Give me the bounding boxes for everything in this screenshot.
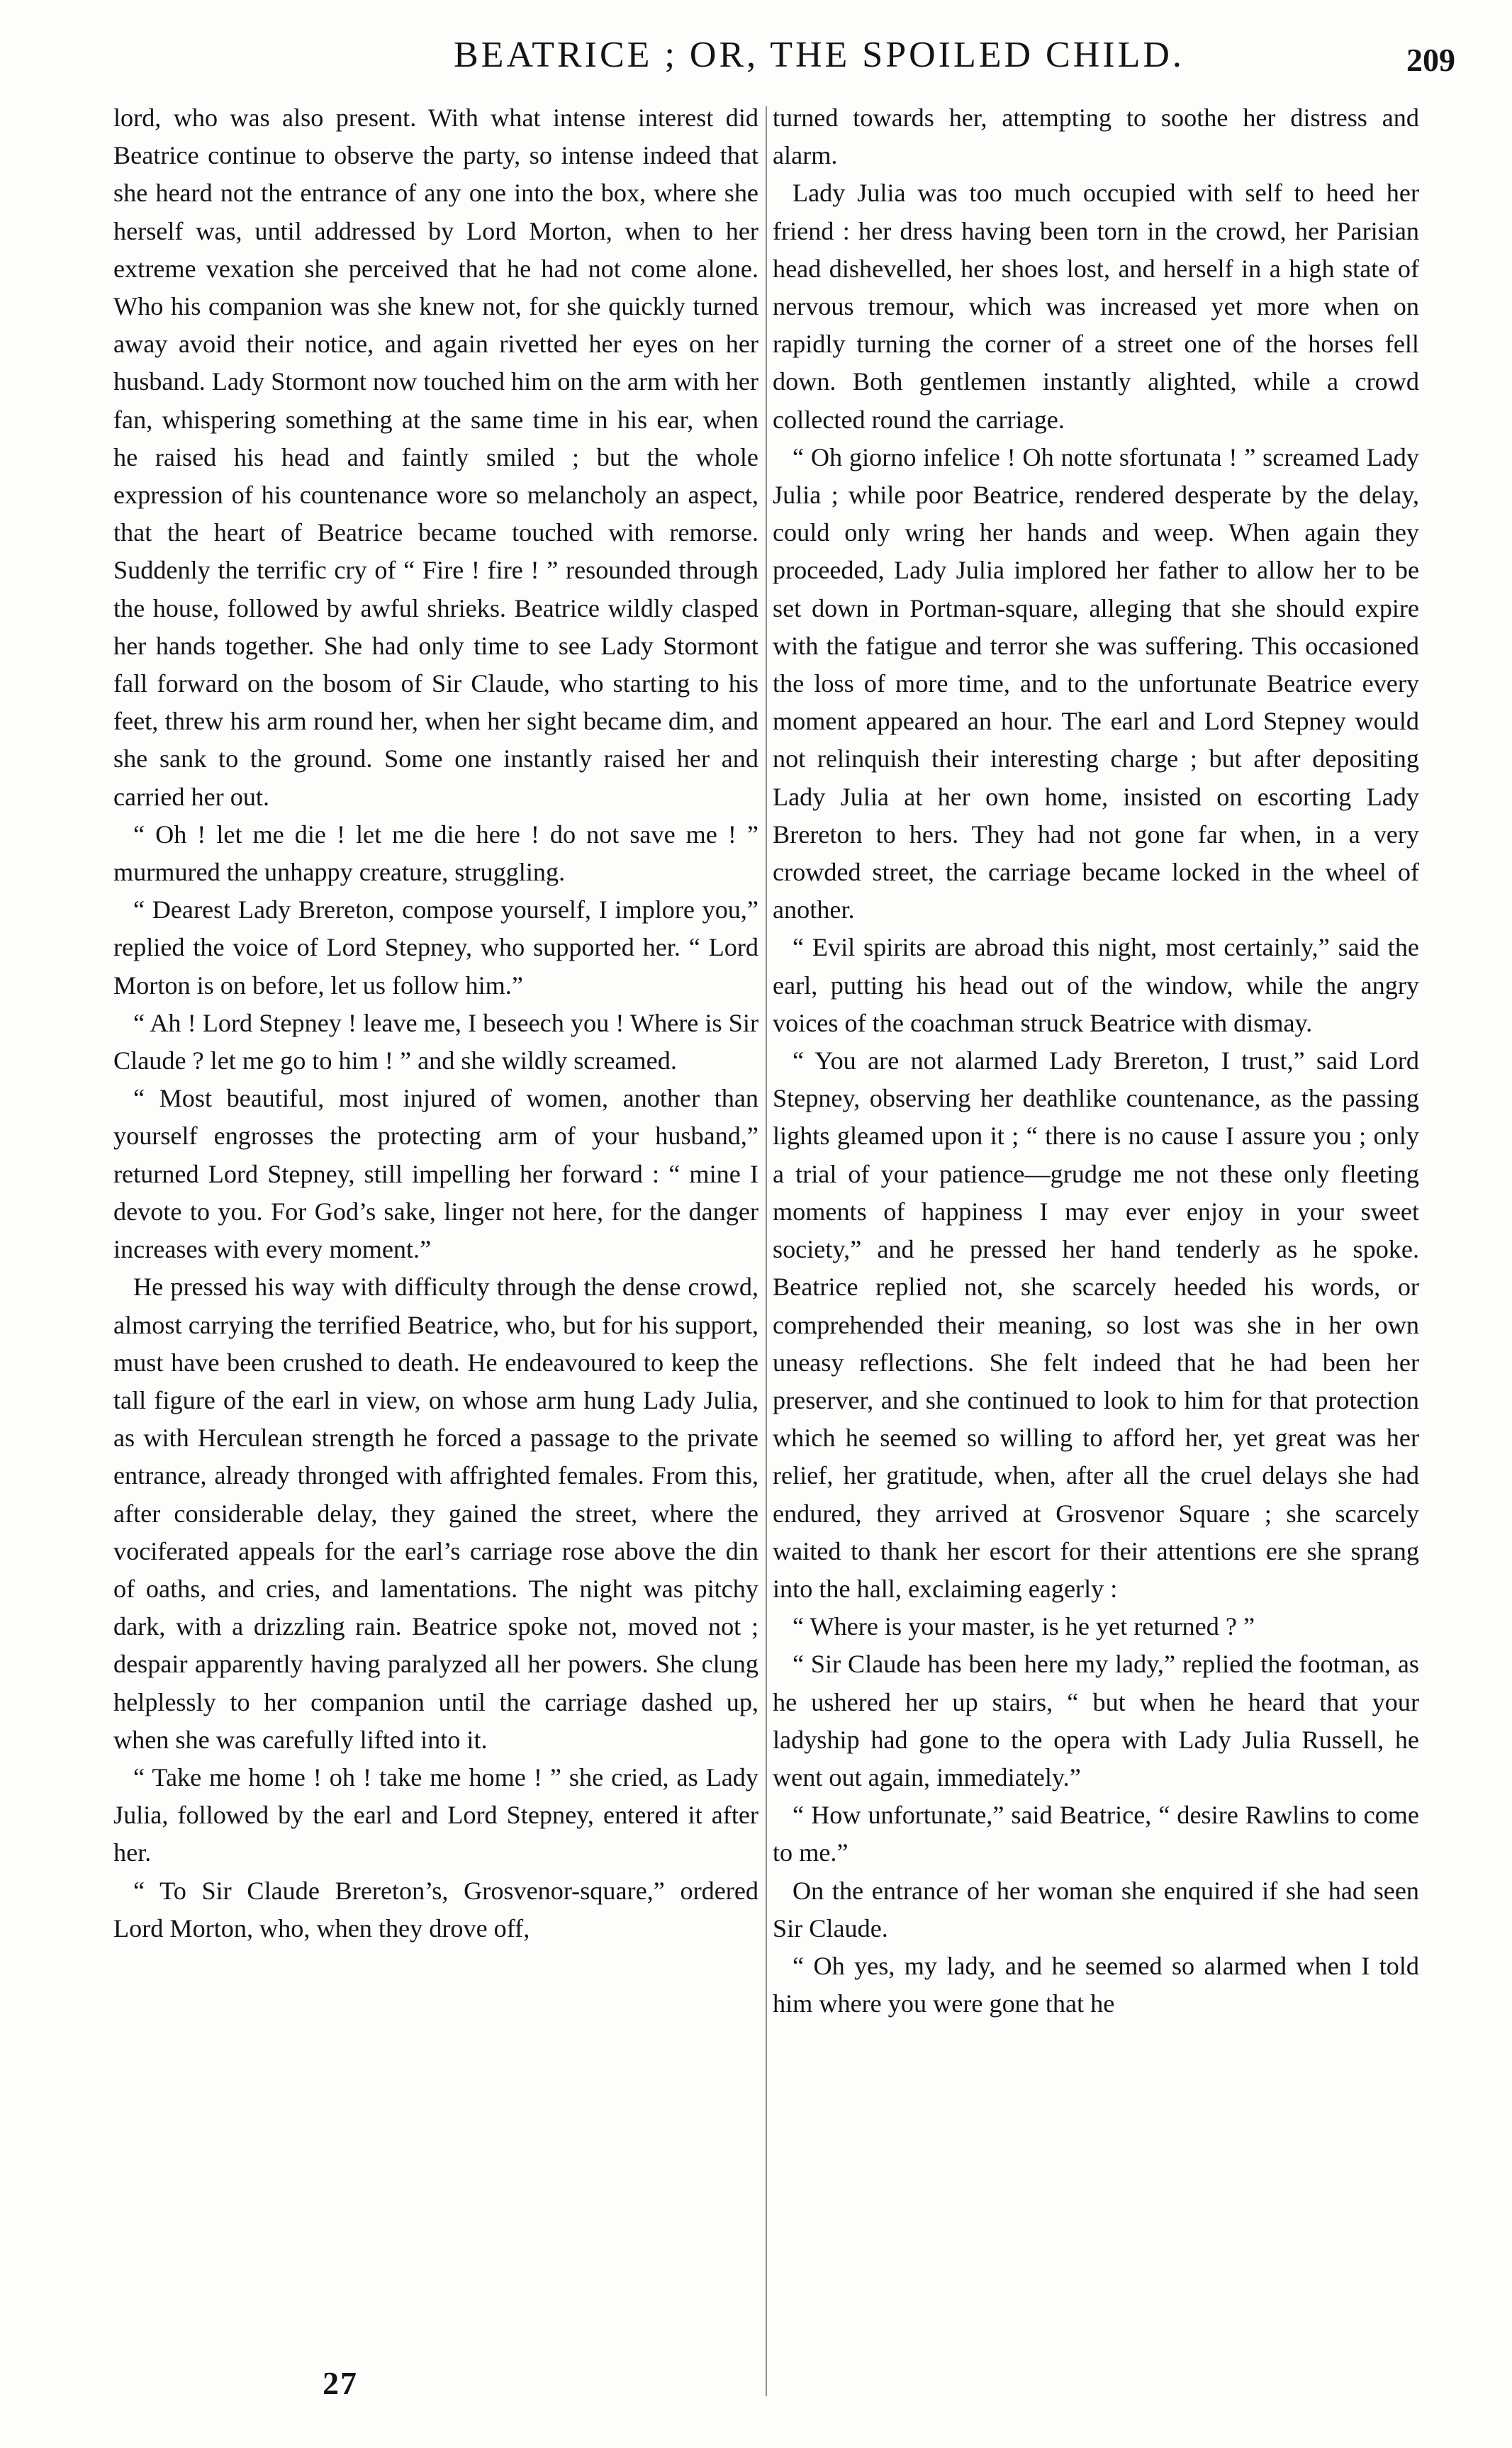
- paragraph: “ Take me home ! oh ! take me home ! ” she cried, as Lady Julia, followed by the earl and Lord Stepney, entered it after her.: [113, 1762, 758, 1867]
- paragraph: On the entrance of her woman she enquired if she had seen Sir Claude.: [773, 1876, 1419, 1943]
- paragraph: He pressed his way with difficulty through the dense crowd, almost carrying the terrified Beatrice, who, but for his support, must have been crushed to death. He endeavoured to keep the tall figure of the earl in view, on whose arm hung Lady Julia, as with Herculean strength he forced a passage to the private entrance, already thronged with affrighted females. From this, after considerable delay, they gained the street, where the vociferated appeals for the earl’s carriage rose above the din of oaths, and cries, and lamentations. The night was pitchy dark, with a drizzling rain. Beatrice spoke not, moved not ; despair apparently having paralyzed all her powers. She clung helplessly to her companion until the carriage dashed up, when she was carefully lifted into it.: [113, 1273, 758, 1754]
- paragraph: “ Most beautiful, most injured of women, another than yourself engrosses the protecting arm of your husband,” returned Lord Stepney, still impelling her forward : “ mine I devote to you. For God’s sake, linger not here, for the danger increases with every moment.”: [113, 1084, 758, 1264]
- paragraph: “ How unfortunate,” said Beatrice, “ desire Rawlins to come to me.”: [773, 1801, 1419, 1867]
- paragraph: “ Sir Claude has been here my lady,” replied the footman, as he ushered her up stairs, “ but when he heard that your ladyship had gone to the opera with Lady Julia Russell, he went out again, immediately.”: [773, 1650, 1419, 1792]
- paragraph: “ Dearest Lady Brereton, compose yourself, I implore you,” replied the voice of Lord Stepney, who supported her. “ Lord Morton is on before, let us follow him.”: [113, 895, 758, 1000]
- paragraph: “ To Sir Claude Brereton’s, Grosvenor-square,” ordered Lord Morton, who, when they drove off,: [113, 1876, 758, 1943]
- running-header: [0, 34, 1512, 98]
- paragraph: “ Where is your master, is he yet returned ? ”: [793, 1612, 1255, 1641]
- paragraph: turned towards her, attempting to soothe her distress and alarm.: [773, 104, 1419, 170]
- running-title: BEATRICE ; OR, THE SPOILED CHILD.: [454, 35, 1185, 75]
- paragraph: “ Oh yes, my lady, and he seemed so alarmed when I told him where you were gone that he: [773, 1951, 1419, 2018]
- page-number: 209: [1406, 42, 1455, 78]
- signature-mark: 27: [323, 2365, 358, 2401]
- paragraph: Lady Julia was too much occupied with self to heed her friend : her dress having been torn in the crowd, her Parisian head dishevelled, her shoes lost, and herself in a high state of nervous tremour, which was increased yet more when on rapidly turning the corner of a street one of the horses fell down. Both gentlemen instantly alighted, while a crowd collected round the carriage.: [773, 179, 1419, 434]
- paragraph: “ You are not alarmed Lady Brereton, I trust,” said Lord Stepney, observing her deathlike countenance, as the passing lights gleamed upon it ; “ there is no cause I assure you ; only a trial of your patience—grudge me not these only fleeting moments of happiness I may ever enjoy in your sweet society,” and he pressed her hand tenderly as he spoke. Beatrice replied not, she scarcely heeded his words, or comprehended their meaning, so lost was she in her own uneasy reflections. She felt indeed that he had been her preserver, and she continued to look to him for that protection which he seemed so willing to afford her, yet great was her relief, her gratitude, when, after all the cruel delays she had endured, they arrived at Grosvenor Square ; she scarcely waited to thank her escort for their attentions ere she sprang into the hall, exclaiming eagerly :: [773, 1046, 1419, 1603]
- paragraph: “ Evil spirits are abroad this night, most certainly,” said the earl, putting his head out of the window, while the angry voices of the coachman struck Beatrice with dismay.: [773, 933, 1419, 1037]
- column-divider: [766, 106, 767, 2396]
- paragraph: “ Ah ! Lord Stepney ! leave me, I beseech you ! Where is Sir Claude ? let me go to him ! ” and she wildly screamed.: [113, 1008, 758, 1075]
- left-column: [113, 99, 758, 1947]
- right-column: [773, 99, 1419, 2023]
- paragraph: “ Oh giorno infelice ! Oh notte sfortunata ! ” screamed Lady Julia ; while poor Beatrice, rendered desperate by the delay, could only wring her hands and weep. When again they proceeded, Lady Julia implored her father to allow her to be set down in Portman-square, alleging that she should expire with the fatigue and terror she was suffering. This occasioned the loss of more time, and to the unfortunate Beatrice every moment appeared an hour. The earl and Lord Stepney would not relinquish their interesting charge ; but after depositing Lady Julia at her own home, insisted on escorting Lady Brereton to hers. They had not gone far when, in a very crowded street, the carriage became locked in the wheel of another.: [773, 442, 1419, 924]
- paragraph: lord, who was also present. With what intense interest did Beatrice continue to observe the party, so intense indeed that she heard not the entrance of any one into the box, where she herself was, until addressed by Lord Morton, when to her extreme vexation she perceived that he had not come alone. Who his companion was she knew not, for she quickly turned away avoid their notice, and again rivetted her eyes on her husband. Lady Stormont now touched him on the arm with her fan, whispering something at the same time in his ear, when he raised his head and faintly smiled ; but the whole expression of his countenance wore so melancholy an aspect, that the heart of Beatrice became touched with remorse. Suddenly the terrific cry of “ Fire ! fire ! ” resounded through the house, followed by awful shrieks. Beatrice wildly clasped her hands together. She had only time to see Lady Stormont fall forward on the bosom of Sir Claude, who starting to his feet, threw his arm round her, when her sight became dim, and she sank to the ground. Some one instantly raised her and carried her out.: [113, 104, 758, 811]
- paragraph: “ Oh ! let me die ! let me die here ! do not save me ! ” murmured the unhappy creature, struggling.: [113, 820, 758, 887]
